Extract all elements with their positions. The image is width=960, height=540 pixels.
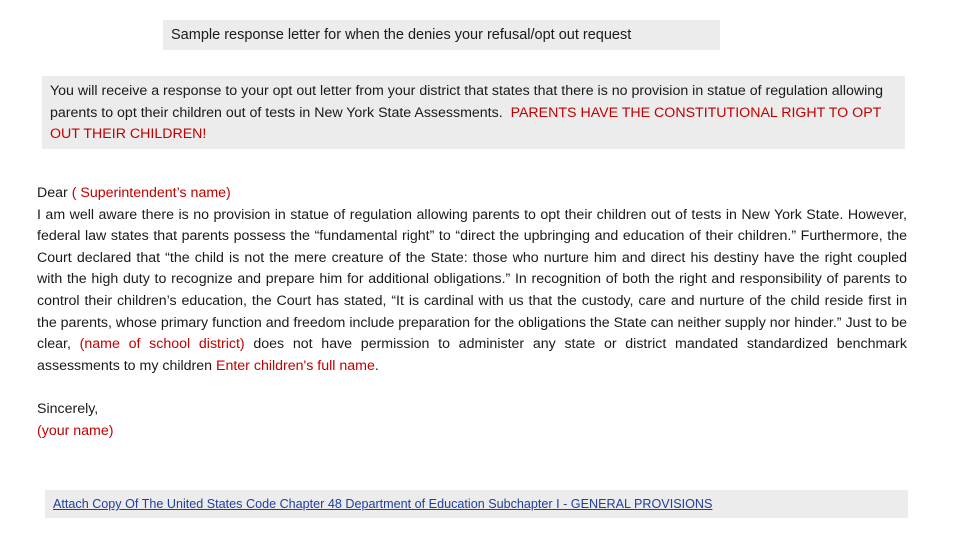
notice-text: You will receive a response to your opt out letter from your district that states that there is no provision in statue of regulation allowing parents to opt their children out of tests in New York State Assessments. (50, 83, 884, 121)
children-placeholder: Enter children's full name (216, 357, 375, 374)
letter-title-box (163, 20, 720, 50)
letter-paragraph-start: I am well aware there is no provision in statue of regulation allowing parents to opt their children out of tests in New York State. However, federal law states that parents possess the “fundamental right” to “direct the upbringing and education of their children.” Furthermore, the Court declared that “the child is not the mere creature of the State: those who nurture him and direct his destiny have the right coupled with the high duty to recognize and prepare him for additional obligations.” In recognition of both the right and responsibility of parents to control their children’s education, the Court has stated, “It is cardinal with us that the custody, care and nurture of the child reside first in the parents, whose primary function and freedom include preparation for the obligations the State can neither supply nor hinder.” Just to be clear, (37, 206, 907, 353)
attachment-link[interactable]: Attach Copy Of The United States Code Chapter 48 Department of Education Subchapter I - GENERAL PROVISIONS (53, 497, 713, 511)
paragraph-gap (37, 377, 907, 399)
superintendent-placeholder: ( Superintendent’s name) (71, 185, 231, 201)
letter-body (37, 183, 907, 442)
letter-title: Sample response letter for when the denies your refusal/opt out request (171, 27, 632, 43)
notice-emphasis: PARENTS HAVE THE CONSTITUTIONAL RIGHT TO OPT OUT THEIR CHILDREN! (50, 104, 882, 142)
salutation-line (37, 183, 907, 205)
salutation: Dear (37, 185, 68, 201)
notice-box (42, 76, 905, 149)
attachment-box (45, 490, 908, 518)
name-placeholder: (your name) (37, 422, 114, 439)
letter-paragraph-middle: does not have permission to administer any state or district mandated standardized benchmark assessments to my children (37, 336, 907, 374)
district-placeholder: (name of school district) (79, 336, 245, 353)
letter-paragraph (37, 205, 907, 378)
letter-paragraph-end: . (374, 357, 379, 374)
closing: Sincerely, (37, 400, 99, 417)
